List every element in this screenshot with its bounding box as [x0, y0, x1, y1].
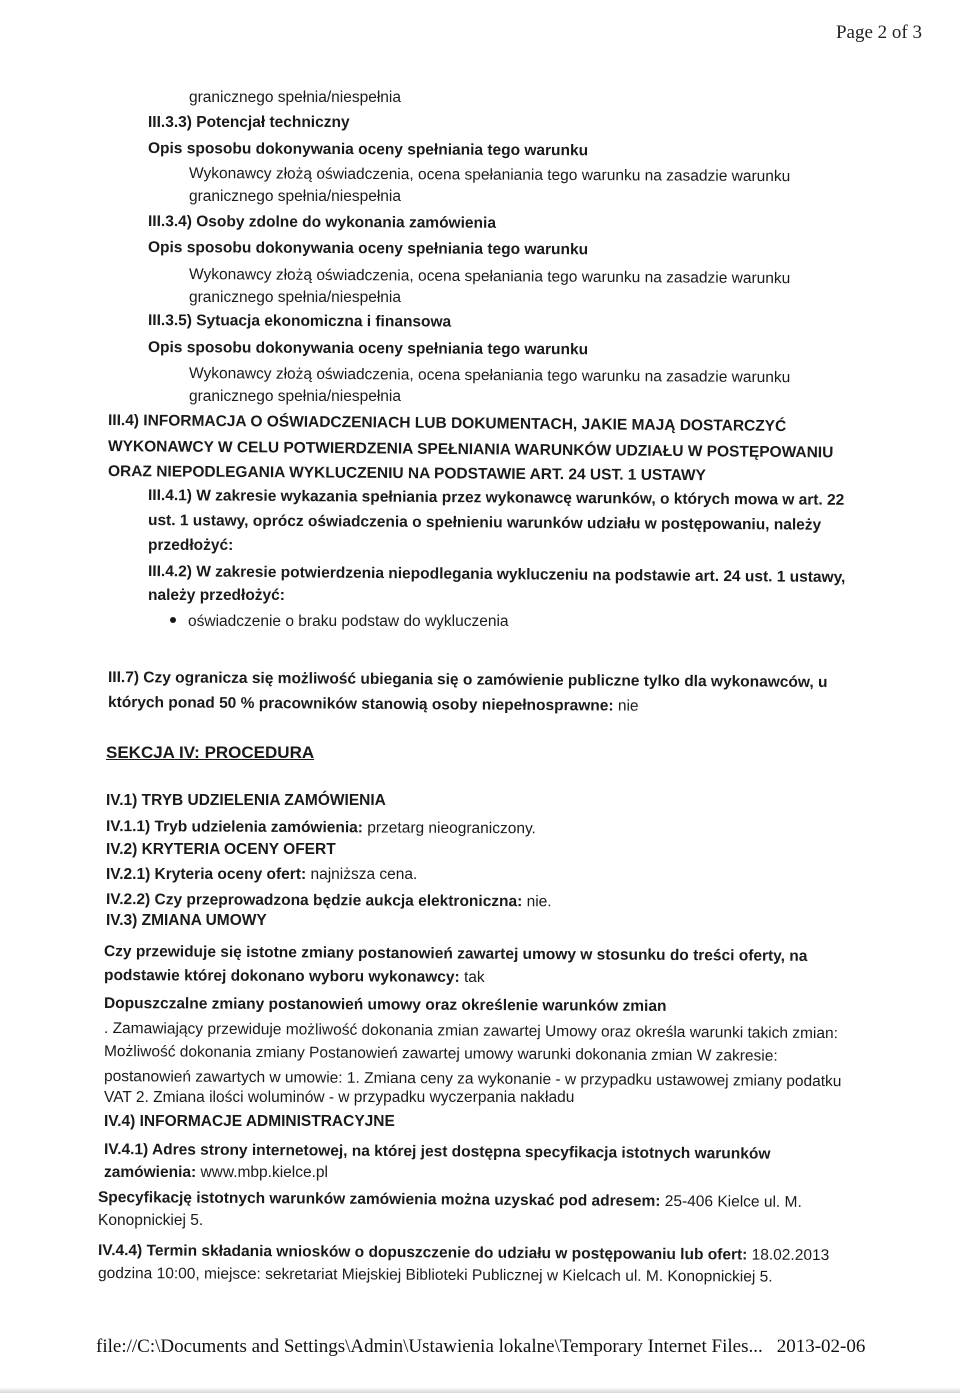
- field-value: najniższa cena.: [306, 866, 418, 883]
- field-label: IV.1.1) Tryb udzielenia zamówienia:: [105, 818, 364, 837]
- subsection-iii-4-2: III.4.2) W zakresie potwierdzenia niepodlegania wykluczeniu na podstawie art. 24 ust. 1 ustawy,: [147, 563, 846, 587]
- bullet-text: oświadczenie o braku podstaw do wykluczenia: [188, 613, 509, 630]
- field-row: [106, 817, 536, 839]
- section-heading-iv-1: IV.1) TRYB UDZIELENIA ZAMÓWIENIA: [106, 792, 386, 809]
- subsection-iii-4-1-cont: ust. 1 ustawy, oprócz oświadczenia o spełnieniu warunków udziału w postępowaniu, należy: [147, 512, 822, 534]
- field-label: Dopuszczalne zmiany postanowień umowy oraz określenie warunków zmian: [103, 995, 667, 1015]
- field-label: Opis sposobu dokonywania oceny spełniania tego warunku: [147, 239, 589, 259]
- page-edge-shadow: [0, 1387, 960, 1393]
- section-heading-iii-3-4: III.3.4) Osoby zdolne do wykonania zamówienia: [147, 213, 497, 232]
- text-line: postanowień zawartych w umowie: 1. Zmiana ceny za wykonanie - w przypadku ustawowej zmiany podatku: [103, 1068, 842, 1091]
- subsection-iii-4-1: III.4.1) W zakresie wykazania spełniania przez wykonawcę warunków, o których mowa w art. 22: [147, 487, 845, 509]
- text-line: godzina 10:00, miejsce: sekretariat Miejskiej Biblioteki Publicznej w Kielcach ul. M. Konopnickiej 5.: [97, 1265, 773, 1286]
- field-label: IV.2.1) Kryteria oceny ofert:: [106, 866, 307, 883]
- text-line: . Zamawiający przewiduje możliwość dokonania zmian zawartej Umowy oraz określa warunki takich zmian:: [103, 1020, 838, 1043]
- field-value: 18.02.2013: [747, 1246, 830, 1265]
- field-row: [108, 693, 639, 717]
- text-line: Wykonawcy złożą oświadczenia, ocena spełaniania tego warunku na zasadzie warunku: [188, 165, 791, 186]
- text-line: Wykonawcy złożą oświadczenia, ocena spełaniania tego warunku na zasadzie warunku: [188, 365, 791, 387]
- field-value: nie.: [522, 893, 552, 911]
- text-line: Konopnickiej 5.: [98, 1212, 204, 1229]
- field-row: [104, 966, 485, 988]
- field-row: [98, 1188, 802, 1213]
- field-row: [98, 1241, 829, 1266]
- field-row: [106, 865, 417, 885]
- text-line: granicznego spełnia/niespełnia: [189, 388, 401, 405]
- footer: [96, 1336, 865, 1358]
- field-value: www.mbp.kielce.pl: [196, 1164, 328, 1181]
- field-value: 25-406 Kielce ul. M.: [660, 1192, 802, 1211]
- field-row: [104, 1163, 328, 1183]
- section-title-iv: SEKCJA IV: PROCEDURA: [106, 743, 315, 762]
- section-heading-iv-4: IV.4) INFORMACJE ADMINISTRACYJNE: [104, 1113, 395, 1130]
- text-line: Wykonawcy złożą oświadczenia, ocena spełaniania tego warunku na zasadzie warunku: [188, 266, 791, 288]
- subsection-iv-4-1: IV.4.1) Adres strony internetowej, na której jest dostępna specyfikacja istotnych warunków: [103, 1141, 771, 1163]
- field-row: [106, 890, 552, 912]
- footer-file-path: file://C:\Documents and Settings\Admin\Ustawienia lokalne\Temporary Internet Files...: [96, 1336, 763, 1357]
- bullet-item: [170, 612, 509, 632]
- field-label: zamówienia:: [104, 1164, 197, 1181]
- section-heading-iii-3-5: III.3.5) Sytuacja ekonomiczna i finansowa: [147, 312, 452, 331]
- field-label: Opis sposobu dokonywania oceny spełniania tego warunku: [147, 339, 589, 359]
- bullet-icon: [170, 617, 176, 623]
- field-label: Specyfikację istotnych warunków zamówienia można uzyskać pod adresem:: [97, 1189, 661, 1210]
- text-line: granicznego spełnia/niespełnia: [189, 289, 401, 306]
- field-label: IV.4.4) Termin składania wniosków o dopuszczenie do udziału w postępowaniu lub ofert:: [97, 1242, 748, 1264]
- section-heading-iv-3: IV.3) ZMIANA UMOWY: [106, 912, 267, 929]
- field-value: przetarg nieograniczony.: [362, 819, 536, 838]
- section-heading-iii-4: III.4) INFORMACJA O OŚWIADCZENIACH LUB DOKUMENTACH, JAKIE MAJĄ DOSTARCZYĆ: [107, 412, 787, 435]
- section-heading-iii-4-cont: ORAZ NIEPODLEGANIA WYKLUCZENIU NA PODSTAWIE ART. 24 UST. 1 USTAWY: [107, 463, 706, 485]
- section-heading-iii-3-3: III.3.3) Potencjał techniczny: [148, 114, 350, 131]
- text-line: VAT 2. Zmiana ilości woluminów - w przypadku wyczerpania nakładu: [104, 1089, 575, 1106]
- field-label: Opis sposobu dokonywania oceny spełniania tego warunku: [147, 140, 589, 160]
- page-number: Page 2 of 3: [835, 22, 922, 43]
- field-value: nie: [613, 697, 639, 715]
- field-label: Czy przewiduje się istotne zmiany postanowień zawartej umowy w stosunku do treści oferty, na: [103, 943, 808, 965]
- field-label: IV.2.2) Czy przeprowadzona będzie aukcja elektroniczna:: [105, 891, 523, 911]
- field-value: tak: [459, 968, 485, 986]
- text-line: granicznego spełnia/niespełnia: [189, 89, 401, 106]
- section-heading-iii-7: III.7) Czy ogranicza się możliwość ubiegania się o zamówienie publiczne tylko dla wykonawców, u: [107, 669, 828, 692]
- subsection-iii-4-2-cont: należy przedłożyć:: [148, 587, 285, 604]
- section-heading-iii-4-cont: WYKONAWCY W CELU POTWIERDZENIA SPEŁNIANIA WARUNKÓW UDZIAŁU W POSTĘPOWANIU: [107, 438, 834, 462]
- text-line: granicznego spełnia/niespełnia: [189, 188, 401, 205]
- field-label: których ponad 50 % pracowników stanowią osoby niepełnosprawne:: [107, 694, 614, 715]
- field-label: podstawie której dokonano wyboru wykonawcy:: [103, 967, 460, 986]
- section-heading-iv-2: IV.2) KRYTERIA OCENY OFERT: [106, 841, 336, 858]
- text-line: Możliwość dokonania zmiany Postanowień zawartej umowy warunki dokonania zmian W zakresie:: [103, 1043, 778, 1065]
- subsection-iii-4-1-cont: przedłożyć:: [148, 537, 234, 554]
- footer-date: 2013-02-06: [776, 1336, 866, 1357]
